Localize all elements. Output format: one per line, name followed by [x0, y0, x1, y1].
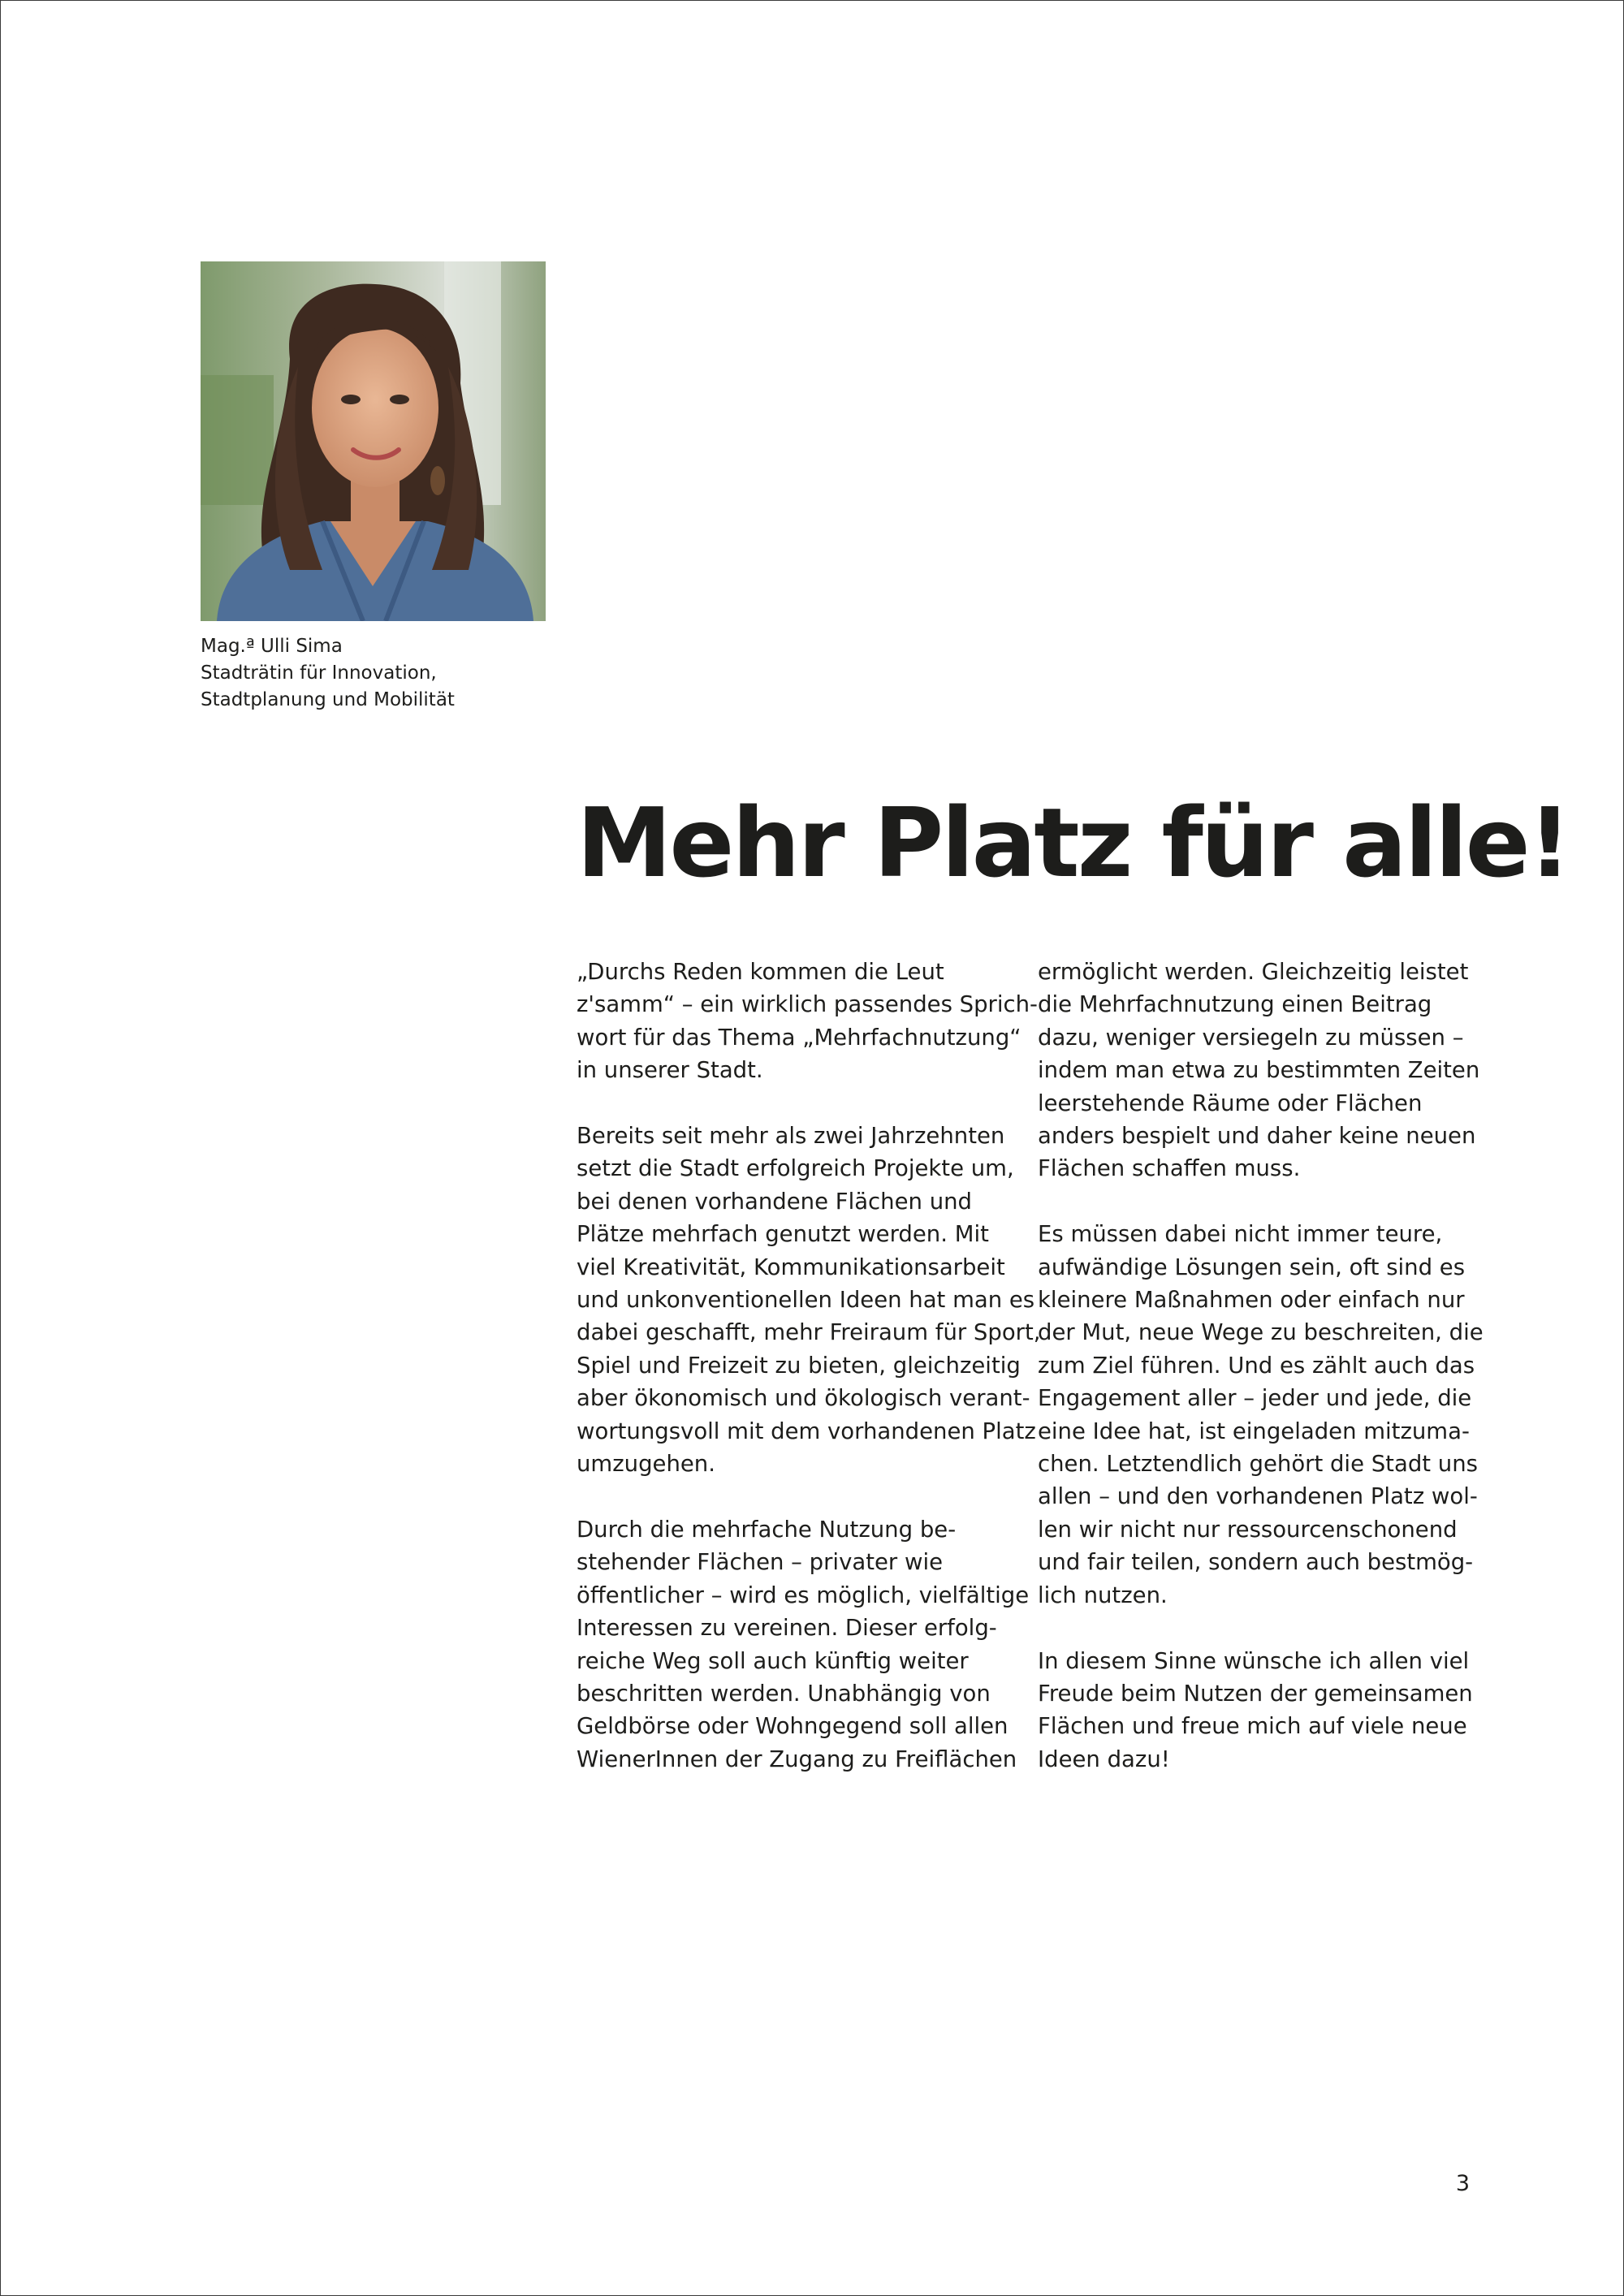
- text-line: Plätze mehrfach genutzt werden. Mit: [577, 1221, 989, 1248]
- caption-name: Mag.ª Ulli Sima: [201, 636, 343, 657]
- text-column-right: [1038, 956, 1484, 1776]
- caption-role-line-1: Stadträtin für Innovation,: [201, 662, 437, 684]
- text-line: wortungsvoll mit dem vorhandenen Platz: [577, 1418, 1036, 1444]
- paragraph: [577, 1513, 1030, 1776]
- paragraph: [1038, 956, 1480, 1185]
- text-line: indem man etwa zu bestimmten Zeiten: [1038, 1057, 1480, 1084]
- text-line: lich nutzen.: [1038, 1582, 1168, 1608]
- page-title: Mehr Platz für alle!: [577, 787, 1570, 899]
- text-line: leerstehende Räume oder Flächen: [1038, 1090, 1423, 1116]
- text-line: dazu, weniger versiegeln zu müssen –: [1038, 1024, 1464, 1051]
- text-line: wort für das Thema „Mehrfachnutzung“: [577, 1024, 1021, 1051]
- text-line: „Durchs Reden kommen die Leut: [577, 959, 944, 985]
- text-line: umzugehen.: [577, 1451, 715, 1478]
- text-line: zum Ziel führen. Und es zählt auch das: [1038, 1352, 1475, 1379]
- text-line: Durch die mehrfache Nutzung be-: [577, 1516, 957, 1543]
- text-line: reiche Weg soll auch künftig weiter: [577, 1647, 969, 1674]
- text-line: Bereits seit mehr als zwei Jahrzehnten: [577, 1123, 1005, 1150]
- text-line: der Mut, neue Wege zu beschreiten, die: [1038, 1319, 1484, 1346]
- text-line: Geldbörse oder Wohngegend soll allen: [577, 1713, 1009, 1740]
- text-column-left: [577, 956, 1041, 1776]
- text-line: und fair teilen, sondern auch bestmög-: [1038, 1549, 1474, 1576]
- text-line: Freude beim Nutzen der gemeinsamen: [1038, 1680, 1473, 1707]
- text-line: dabei geschafft, mehr Freiraum für Sport,: [577, 1319, 1041, 1346]
- text-line: bei denen vorhandene Flächen und: [577, 1188, 973, 1215]
- text-line: die Mehrfachnutzung einen Beitrag: [1038, 991, 1432, 1018]
- text-line: setzt die Stadt erfolgreich Projekte um,: [577, 1155, 1014, 1182]
- caption-role-line-2: Stadtplanung und Mobilität: [201, 689, 455, 710]
- text-line: öffentlicher – wird es möglich, vielfältige: [577, 1582, 1030, 1608]
- text-line: viel Kreativität, Kommunikationsarbeit: [577, 1254, 1005, 1280]
- portrait-illustration: [201, 261, 546, 621]
- text-line: Interessen zu vereinen. Dieser erfolg-: [577, 1615, 997, 1642]
- text-line: Flächen schaffen muss.: [1038, 1155, 1301, 1182]
- text-line: Engagement aller – jeder und jede, die: [1038, 1385, 1472, 1412]
- text-line: und unkonventionellen Ideen hat man es: [577, 1287, 1035, 1314]
- text-line: aber ökonomisch und ökologisch verant-: [577, 1385, 1030, 1412]
- text-line: WienerInnen der Zugang zu Freiflächen: [577, 1746, 1017, 1772]
- text-line: len wir nicht nur ressourcenschonend: [1038, 1516, 1458, 1543]
- paragraph: [577, 956, 1038, 1087]
- text-line: anders bespielt und daher keine neuen: [1038, 1123, 1476, 1150]
- text-line: eine Idee hat, ist eingeladen mitzuma-: [1038, 1418, 1470, 1444]
- text-line: Ideen dazu!: [1038, 1746, 1170, 1772]
- text-line: beschritten werden. Unabhängig von: [577, 1680, 991, 1707]
- portrait-caption: [201, 633, 542, 714]
- text-line: ermöglicht werden. Gleichzeitig leistet: [1038, 959, 1469, 985]
- text-line: Es müssen dabei nicht immer teure,: [1038, 1221, 1443, 1248]
- text-line: chen. Letztendlich gehört die Stadt uns: [1038, 1451, 1478, 1478]
- paragraph: [1038, 1218, 1484, 1612]
- text-line: stehender Flächen – privater wie: [577, 1549, 943, 1576]
- text-line: kleinere Maßnahmen oder einfach nur: [1038, 1287, 1465, 1314]
- portrait-photo: [201, 261, 546, 621]
- text-line: allen – und den vorhandenen Platz wol-: [1038, 1483, 1478, 1510]
- text-line: Flächen und freue mich auf viele neue: [1038, 1713, 1467, 1740]
- text-line: in unserer Stadt.: [577, 1057, 763, 1084]
- text-line: In diesem Sinne wünsche ich allen viel: [1038, 1647, 1470, 1674]
- text-line: z'samm“ – ein wirklich passendes Sprich-: [577, 991, 1038, 1018]
- page-number: 3: [1455, 2171, 1470, 2196]
- paragraph: [1038, 1645, 1480, 1776]
- paragraph: [577, 1120, 1041, 1480]
- text-line: Spiel und Freizeit zu bieten, gleichzeitig: [577, 1352, 1021, 1379]
- text-line: aufwändige Lösungen sein, oft sind es: [1038, 1254, 1466, 1280]
